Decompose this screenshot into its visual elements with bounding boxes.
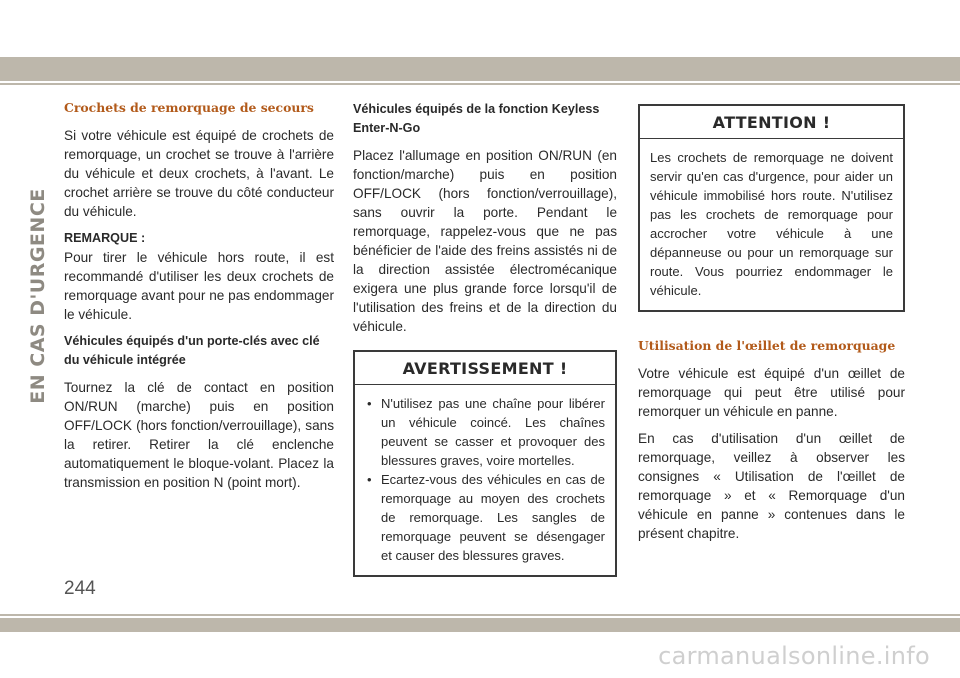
bullet-icon: • [367,472,372,487]
column-middle [353,100,617,577]
caution-box [638,104,905,312]
watermark: carmanualsonline.info [658,642,930,670]
paragraph: Votre véhicule est équipé d'un œillet de remorquage qui peut être utilisé pour remorquer un véhicule en panne. [638,366,905,419]
paragraph: Placez l'allumage en position ON/RUN (en fonction/marche) puis en position OFF/LOCK (hors fonction/verrouillage), sans ouvrir la porte. Pendant le remorquage, rappelez-vous que ne pas bénéficier de l'aide des freins assistés ni de la direction assistée électromécanique exigera une plus grande force lorsqu'il de l'utilisation des freins et de la direction du véhicule. [353,148,617,334]
footer-band [0,618,960,632]
page-number: 244 [64,578,96,599]
caution-text: Les crochets de remorquage ne doivent servir qu'en cas d'urgence, pour aider un véhicule immobilisé hors route. N'utilisez pas les crochets de remorquage pour accrocher votre véhicule à une dépanneuse ou pour un remorquage sur route. Vous pourriez endommager le véhicule. [650,150,893,298]
column-right [638,104,905,551]
warning-item: • Ecartez-vous des véhicules en cas de remorquage au moyen des crochets de remorquage. Les sangles de remorquage peuvent se désengager et causer des blessures graves. [367,472,605,563]
paragraph: Si votre véhicule est équipé de crochets de remorquage, un crochet se trouve à l'arrière du véhicule et deux crochets, à l'avant. Le crochet arrière se trouve du côté conducteur du véhicule. [64,128,334,219]
paragraph: Tournez la clé de contact en position ON/RUN (marche) puis en position OFF/LOCK (hors fonction/verrouillage), sans la retirer. Retirer la clé enclenche automatiquement le bloque-volant. Placez la transmission en position N (point mort). [64,380,334,490]
caution-body [640,139,903,310]
top-margin [0,0,960,57]
sub-heading-keyless: Véhicules équipés de la fonction Keyless Enter-N-Go [353,102,600,135]
warning-box [353,350,617,577]
caution-title: ATTENTION ! [640,106,903,139]
side-label-text: EN CAS D'URGENCE [27,188,49,404]
footer-rule [0,614,960,616]
note-text: Pour tirer le véhicule hors route, il est recommandé d'utiliser les deux crochets de remorquage avant pour ne pas endommager le véhicule. [64,250,334,322]
bullet-icon: • [367,396,372,411]
warning-title: AVERTISSEMENT ! [355,352,615,385]
note-label: REMARQUE : [64,231,146,245]
section-heading-tow-eye: Utilisation de l'œillet de remorquage [638,338,896,353]
column-left [64,100,334,500]
section-heading-tow-hooks: Crochets de remorquage de secours [64,100,314,115]
warning-body [355,385,615,575]
header-band [0,57,960,81]
warning-item: • N'utilisez pas une chaîne pour libérer un véhicule coincé. Les chaînes peuvent se casser et provoquer des blessures graves, voire mortelles. [367,396,605,468]
sub-heading-key-fob: Véhicules équipés d'un porte-clés avec clé du véhicule intégrée [64,334,320,367]
header-rule [0,83,960,85]
paragraph: En cas d'utilisation d'un œillet de remorquage, veillez à observer les consignes « Utilisation de l'œillet de remorquage » et « Remorquage d'un véhicule en panne » contenues dans le présent chapitre. [638,431,905,541]
